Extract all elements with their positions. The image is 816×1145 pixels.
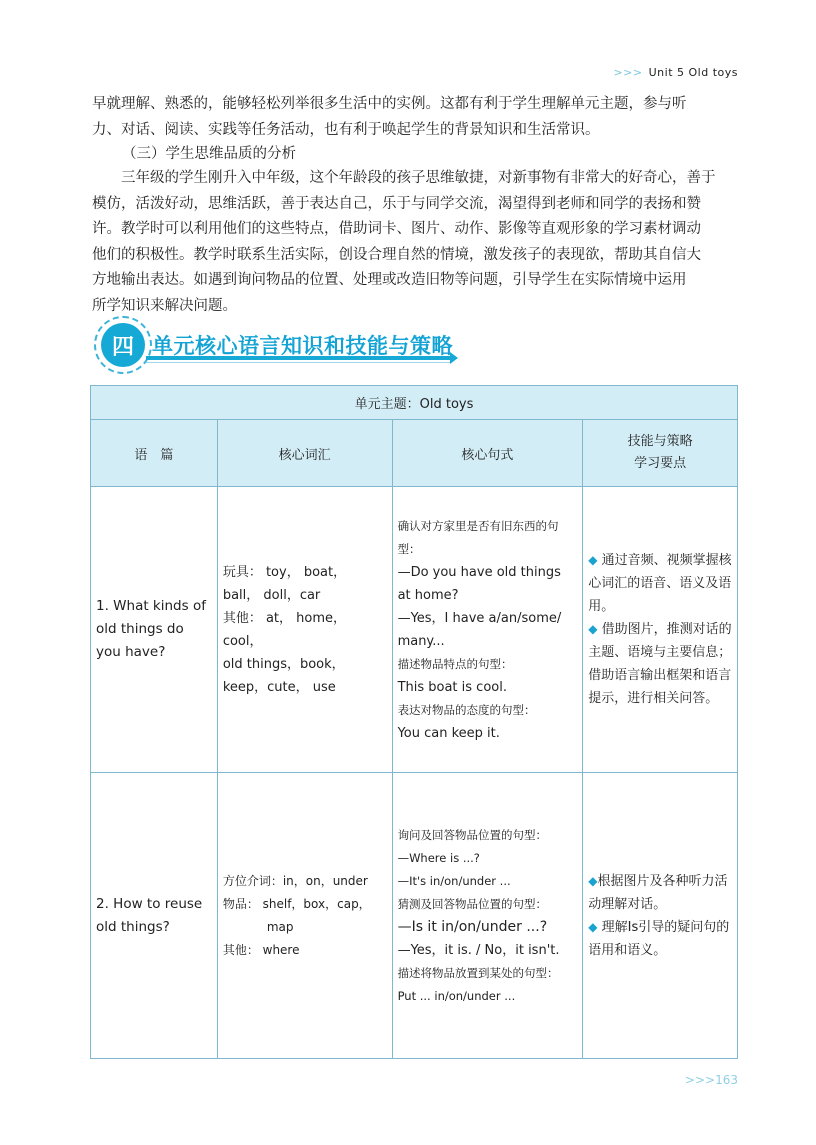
paragraph-2-line: 三年级的学生刚升入中年级，这个年龄段的孩子思维敏捷，对新事物有非常大的好奇心，善于	[92, 170, 716, 186]
diamond-bullet-icon: ◆	[588, 622, 598, 636]
row1-vocab-line: 其他： at， home， cool，	[222, 610, 346, 649]
row2-sentence: 猜测及回答物品位置的句型：	[397, 896, 548, 911]
paragraph-2-line: 所学知识来解决问题。	[92, 297, 237, 314]
row2-skill	[588, 870, 732, 916]
paragraph-2-line: 模仿，活泼好动，思维活跃，善于表达自己，乐于与同学交流，渴望得到老师和同学的表扬和赞	[92, 195, 701, 212]
row2-text: 2. How to reuse old things?	[91, 773, 218, 1059]
row2-sentence: —Yes，it is. / No，it isn't.	[397, 942, 560, 958]
row2-vocab-line: 其他： where	[222, 942, 300, 957]
table-row	[91, 773, 738, 1059]
table-row	[91, 487, 738, 773]
header-text: 语 篇	[91, 420, 218, 487]
table-topic-row	[91, 386, 738, 420]
row2-skills	[583, 773, 738, 1059]
table-topic: 单元主题：Old toys	[91, 386, 738, 420]
row1-skill-text: 借助图片，推测对话的主题、语境与主要信息；借助语言输出框架和语言提示，进行相关问答。	[588, 622, 732, 706]
paragraph-2-line: 他们的积极性。教学时联系生活实际，创设合理自然的情境，激发孩子的表现欲，帮助其自信大	[92, 246, 701, 263]
banner-underline-thin	[146, 362, 450, 363]
row1-vocab-line: old things，book，keep，cute， use	[222, 656, 345, 695]
row2-vocab-line: 物品： shelf，box，cap，	[222, 896, 371, 911]
row1-skill	[588, 618, 732, 710]
row2-skill-text: 理解Is引导的疑问句的语用和语义。	[588, 919, 730, 958]
row1-sentence: —Do you have old things at home?	[397, 564, 561, 603]
paragraph-2-line: 许。教学时可以利用他们的这些特点，借助词卡、图片、动作、影像等直观形象的学习素材调动	[92, 221, 701, 237]
row2-vocab-line: 方位介词：in，on，under	[222, 873, 368, 888]
row2-sentence: 描述将物品放置到某处的句型：	[397, 965, 559, 980]
row2-sentence: —Is it in/on/under ...?	[397, 918, 548, 935]
running-header	[613, 66, 738, 79]
header-sentences: 核心句式	[392, 420, 583, 487]
diamond-bullet-icon: ◆	[588, 873, 598, 888]
row2-sentence: —It's in/on/under ...	[397, 873, 511, 888]
row2-sentence: 询问及回答物品位置的句型：	[397, 827, 548, 842]
header-skills	[583, 420, 738, 487]
section-subheading: （三）学生思维品质的分析	[122, 146, 296, 162]
row1-sentences	[392, 487, 583, 773]
row1-vocab	[217, 487, 392, 773]
row1-skill-text: 通过音频、视频掌握核心词汇的语音、语义及语用。	[588, 553, 732, 614]
paragraph-2-line: 方地输出表达。如遇到询问物品的位置、处理或改造旧物等问题，引导学生在实际情境中运用	[92, 272, 687, 288]
row1-sentence: You can keep it.	[397, 725, 500, 741]
paragraph-1-line: 早就理解、熟悉的，能够轻松列举很多生活中的实例。这都有利于学生理解单元主题，参与听	[92, 96, 687, 112]
section-title: 单元核心语言知识和技能与策略	[152, 334, 453, 358]
diamond-bullet-icon: ◆	[588, 919, 598, 934]
row1-skill	[588, 549, 732, 618]
row1-vocab-line: 玩具： toy， boat， ball， doll，car	[222, 564, 347, 603]
row2-sentence: —Where is ...?	[397, 850, 480, 865]
row1-sentence: 确认对方家里是否有旧东西的句型：	[397, 518, 559, 556]
row2-sentence: Put ... in/on/under ...	[397, 988, 516, 1003]
row1-skills	[583, 487, 738, 773]
row1-sentence: 描述物品特点的句型：	[397, 656, 513, 671]
page-number: >>>163	[684, 1073, 738, 1087]
header-unit-title: Unit 5 Old toys	[648, 66, 738, 79]
paragraph-1	[92, 92, 738, 143]
section-number-badge: 四	[101, 323, 145, 367]
table-header-row	[91, 420, 738, 487]
row2-skill	[588, 916, 732, 962]
row1-sentence: This boat is cool.	[397, 679, 507, 695]
row1-text: 1. What kinds of old things do you have?	[91, 487, 218, 773]
header-skills-text: 技能与策略 学习要点	[627, 434, 693, 471]
row2-vocab-line: map	[266, 919, 294, 934]
row1-sentence: —Yes，I have a/an/some/ many...	[397, 610, 562, 649]
header-arrows: >>>	[613, 66, 643, 79]
core-language-table	[90, 385, 738, 1059]
section-banner	[94, 314, 474, 384]
diamond-bullet-icon: ◆	[588, 553, 598, 567]
row2-vocab	[217, 773, 392, 1059]
row2-skill-text: 根据图片及各种听力活动理解对话。	[588, 873, 728, 912]
header-vocab: 核心词汇	[217, 420, 392, 487]
paragraph-1-line: 力、对话、阅读、实践等任务活动，也有利于唤起学生的背景知识和生活常识。	[92, 121, 600, 138]
row1-sentence: 表达对物品的态度的句型：	[397, 702, 536, 717]
paragraph-2	[92, 166, 738, 319]
row2-sentences	[392, 773, 583, 1059]
